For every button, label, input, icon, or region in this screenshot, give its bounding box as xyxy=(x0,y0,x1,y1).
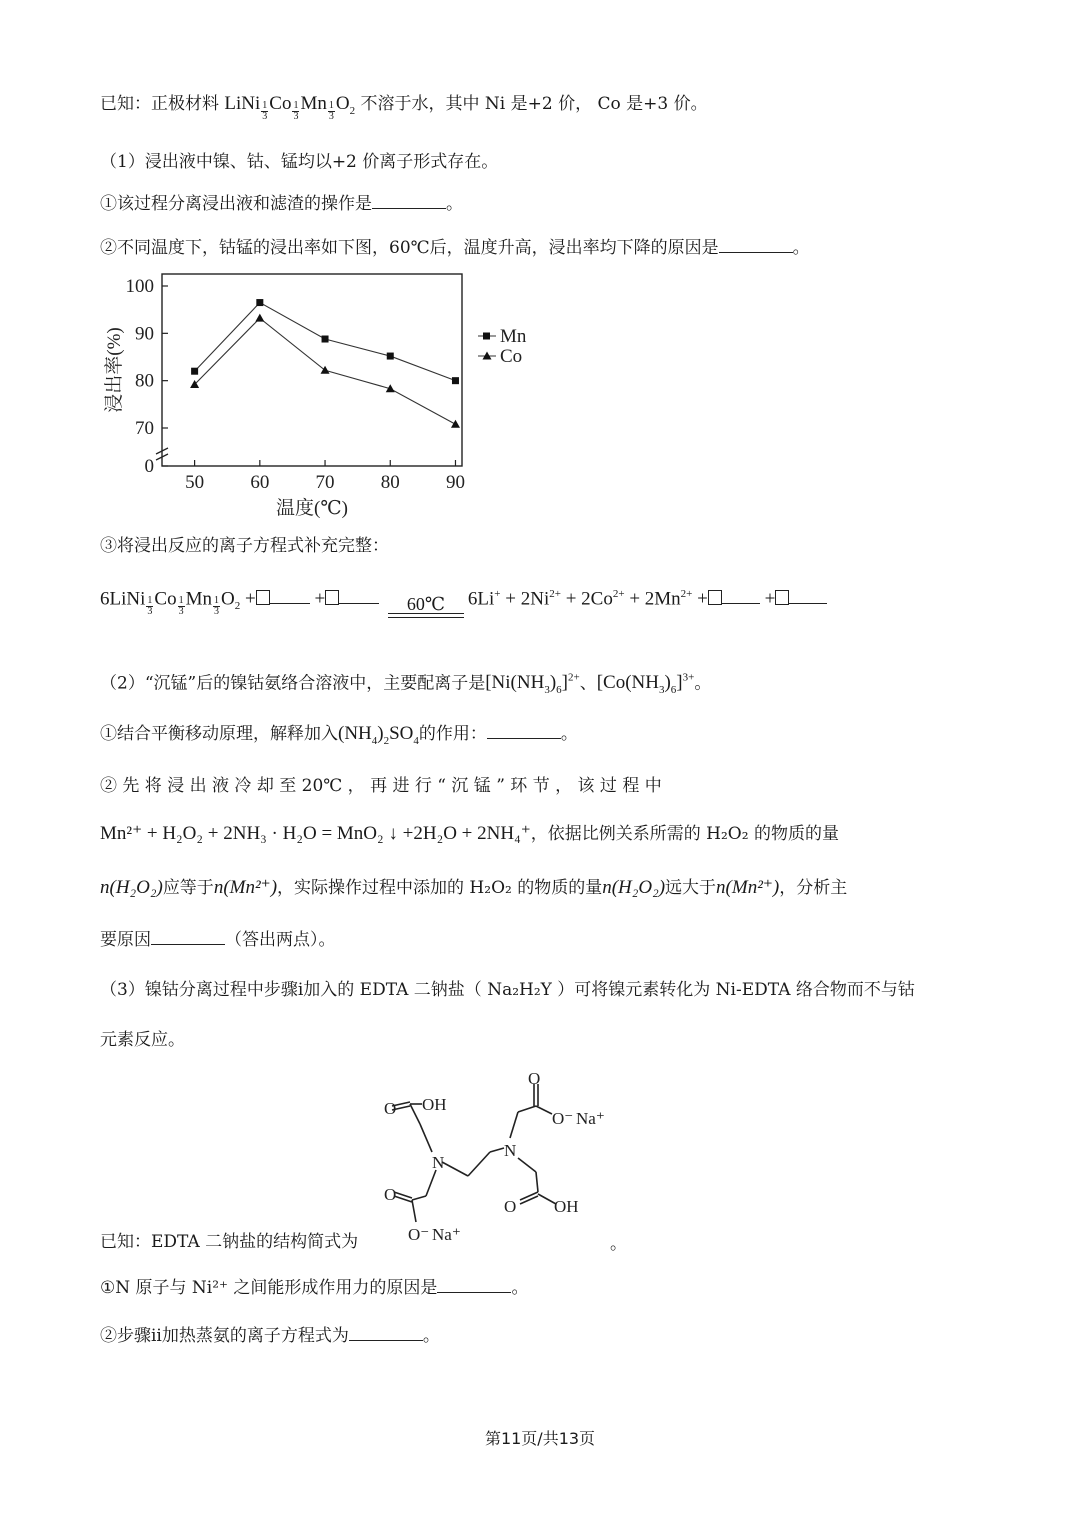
sodium-ion: Na⁺ xyxy=(432,1225,461,1244)
x-tick-label: 50 xyxy=(185,472,205,493)
data-point-mn xyxy=(191,368,198,375)
answer-blank[interactable] xyxy=(372,192,446,209)
q2-intro: （2）“沉锰”后的镍钴氨络合溶液中，主要配离子是$[Ni(NH_3)_6]^{2+}$、$[Co(NH_3)_6]^{3+}$。 xyxy=(100,672,712,697)
q3-line2: 元素反应。 xyxy=(100,1030,185,1050)
answer-blank[interactable] xyxy=(722,587,760,604)
chart-marks xyxy=(190,299,527,428)
x-tick-label: 60 xyxy=(250,472,270,493)
page-footer: 第11页/共13页 xyxy=(484,1429,596,1448)
data-point-mn xyxy=(387,353,394,360)
atom-o-minus: O⁻ xyxy=(552,1109,574,1128)
x-tick-label: 70 xyxy=(315,472,335,493)
leaching-rate-chart xyxy=(100,266,560,522)
known-material-line: 已知：正极材料 LiNi $\frac{1}{3}$ Co $\frac{1}{3}$ Mn $\frac{1}{3}$ $O_2$ 不溶于水，其中 Ni 是+2 价， Co 是+3 价。 xyxy=(100,93,708,122)
q1-sub3: ③将浸出反应的离子方程式补充完整： xyxy=(100,536,389,556)
atom-o-minus: O⁻ xyxy=(408,1225,430,1244)
q2-sub2-line1: ② 先 将 浸 出 液 冷 却 至 20℃ ， 再 进 行 “ 沉 锰 ” 环 节 ， 该 过 程 中 xyxy=(100,776,662,796)
q3-known-end: 。 xyxy=(610,1234,627,1254)
atom-oh: OH xyxy=(554,1197,579,1216)
chart-axes xyxy=(103,274,465,519)
data-point-co xyxy=(451,420,460,428)
sodium-ion: Na⁺ xyxy=(576,1109,605,1128)
x-tick-label: 80 xyxy=(380,472,400,493)
y-tick-label: 70 xyxy=(135,418,154,439)
plot-frame xyxy=(162,274,462,466)
answer-blank[interactable] xyxy=(151,928,225,945)
q3-sub1: ①N 原子与 Ni²⁺ 之间能形成作用力的原因是 。 xyxy=(100,1278,529,1298)
coefficient-box[interactable] xyxy=(256,590,270,605)
y-axis-label: 浸出率(%) xyxy=(104,327,125,413)
q1-sub1: ①该过程分离浸出液和滤渣的操作是 。 xyxy=(100,194,463,214)
answer-blank[interactable] xyxy=(487,722,561,739)
answer-blank[interactable] xyxy=(437,1276,511,1293)
atom-o: O xyxy=(528,1069,541,1088)
atom-o: O xyxy=(504,1197,517,1216)
legend-label: Co xyxy=(500,346,523,367)
atom-o: O xyxy=(384,1185,397,1204)
q2-sub2-line4: 要原因 （答出两点）。 xyxy=(100,930,336,950)
data-point-mn xyxy=(452,377,459,384)
coefficient-box[interactable] xyxy=(775,590,789,605)
answer-blank[interactable] xyxy=(789,587,827,604)
atom-o: O xyxy=(384,1099,397,1118)
legend-label: Mn xyxy=(500,326,527,347)
q1-intro: （1）浸出液中镍、钴、锰均以+2 价离子形式存在。 xyxy=(100,152,499,172)
q2-sub2-line3: n(H₂O₂)应等于n(Mn²⁺)，实际操作过程中添加的 H₂O₂ 的物质的量n(H₂O₂)远大于n(Mn²⁺)，分析主 xyxy=(100,877,848,898)
q3-line1: （3）镍钴分离过程中步骤i加入的 EDTA 二钠盐（ Na₂H₂Y ）可将镍元素转化为 Ni-EDTA 络合物而不与钴 xyxy=(100,980,915,1000)
edta-atom-labels xyxy=(384,1069,605,1244)
y-tick-label: 0 xyxy=(144,456,154,477)
y-tick-label: 100 xyxy=(125,276,154,297)
atom-n: N xyxy=(504,1141,517,1160)
known-prefix: 已知：正极材料 xyxy=(100,94,225,114)
data-point-mn xyxy=(322,336,329,343)
known-suffix: 不溶于水，其中 Ni 是+2 价， Co 是+3 价。 xyxy=(355,94,708,114)
q2-sub1: ①结合平衡移动原理，解释加入$(NH_4)_2SO_4$的作用： 。 xyxy=(100,723,578,747)
data-point-co xyxy=(321,366,330,374)
answer-blank[interactable] xyxy=(349,1324,423,1341)
x-axis-label: 温度(℃) xyxy=(276,498,348,519)
x-tick-label: 90 xyxy=(445,472,465,493)
data-point-mn xyxy=(256,299,263,306)
atom-n: N xyxy=(432,1153,445,1172)
y-tick-label: 80 xyxy=(135,370,154,392)
y-tick-label: 90 xyxy=(135,323,154,345)
leaching-equation: 6LiNi $\frac{1}{3}$ Co $\frac{1}{3}$ Mn $\frac{1}{3}$ $O_2$ + + 60℃ $6Li^+ + 2Ni^{2+} + 2Co^{2+} + 2Mn^{2+}$ + + xyxy=(100,582,827,618)
reaction-condition: 60℃ xyxy=(388,595,464,618)
atom-oh: OH xyxy=(422,1095,447,1114)
edta-disodium-structure xyxy=(380,1062,620,1252)
answer-blank[interactable] xyxy=(339,587,379,604)
q3-sub2: ②步骤ii加热蒸氨的离子方程式为 。 xyxy=(100,1326,440,1346)
data-point-co xyxy=(255,314,264,322)
q3-known: 已知：EDTA 二钠盐的结构简式为 xyxy=(100,1232,359,1252)
edta-bonds xyxy=(392,1084,556,1222)
coefficient-box[interactable] xyxy=(708,590,722,605)
q2-sub2-line2: Mn²⁺ + H₂O₂ + 2NH₃ · H₂O = MnO₂ ↓ +2H₂O + 2NH₄⁺，依据比例关系所需的 H₂O₂ 的物质的量 xyxy=(100,823,839,844)
coefficient-box[interactable] xyxy=(325,590,339,605)
legend-marker xyxy=(483,333,490,340)
q1-sub2: ②不同温度下，钴锰的浸出率如下图，60℃后，温度升高，浸出率均下降的原因是 。 xyxy=(100,238,810,258)
answer-blank[interactable] xyxy=(270,587,310,604)
answer-blank[interactable] xyxy=(719,236,793,253)
